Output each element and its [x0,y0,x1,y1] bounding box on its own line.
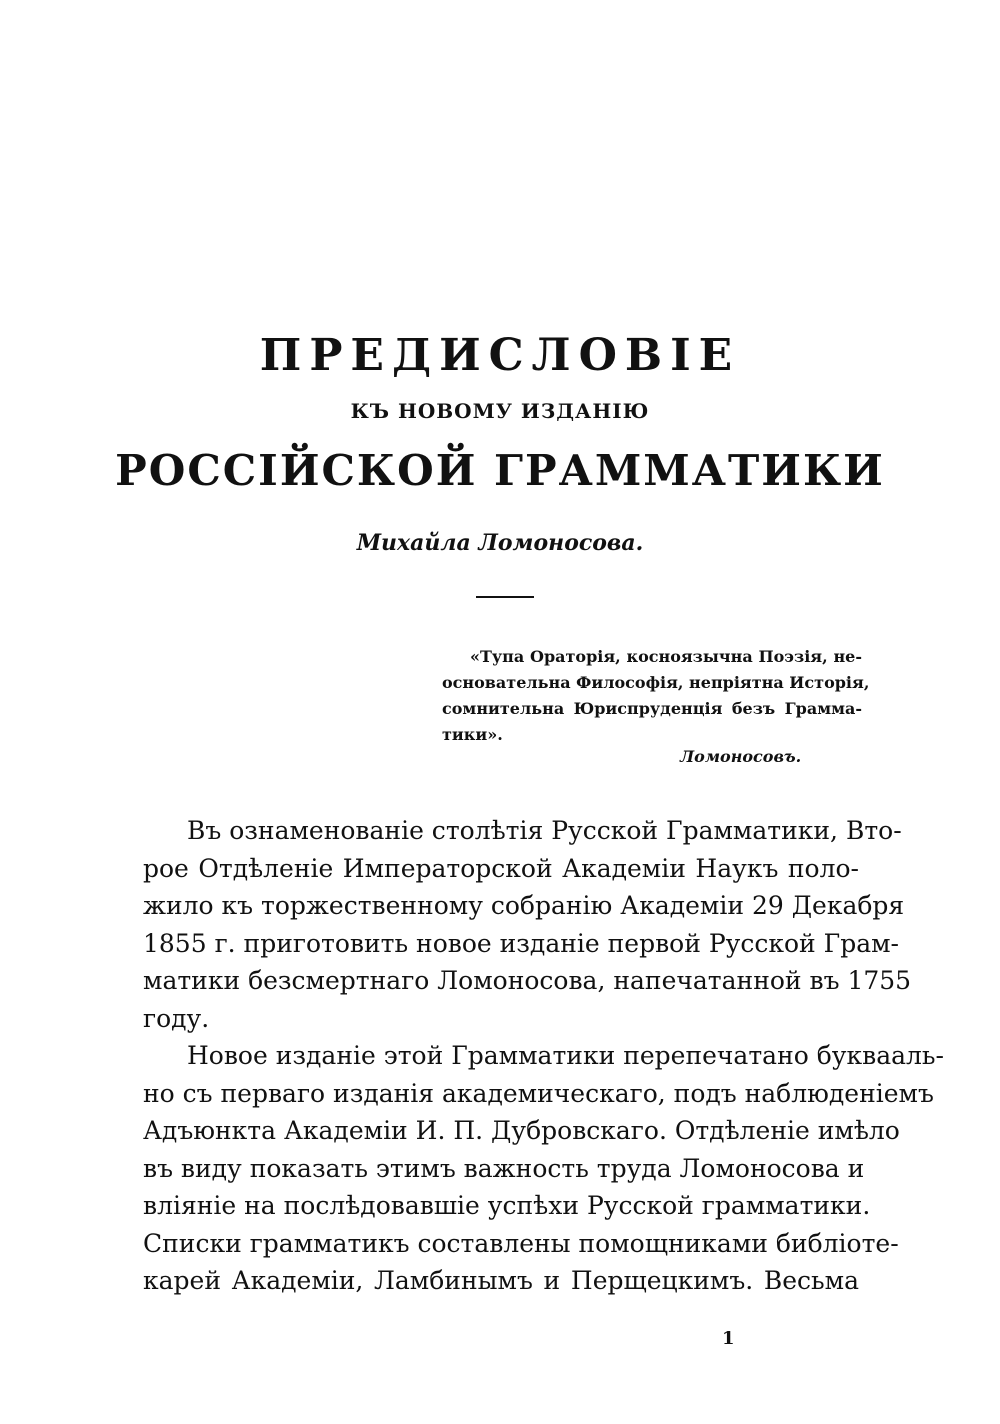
text-line: но съ перваго изданія академическаго, подъ наблюденіемъ [143,1078,934,1108]
text-line: 1855 г. приготовить новое изданіе первой Русской Грам- [143,928,899,958]
text-line: Новое изданіе этой Грамматики перепечатано буквааль- [187,1041,944,1070]
epigraph-line: тики». [442,725,503,744]
text-line: рое Отдѣленіе Императорской Академіи Наукъ поло- [143,853,859,883]
body-text [143,812,944,1300]
divider [476,596,534,598]
paragraph-2 [143,1037,944,1300]
paragraph-1 [143,812,912,1037]
epigraph-line: основательна Философія, непріятна Исторія, [442,673,870,692]
text-line: Списки грамматикъ составлены помощниками библіоте- [143,1228,899,1258]
subtitle: КЪ НОВОМУ ИЗДАНІЮ [350,399,650,423]
epigraph [442,644,870,748]
epigraph-line: «Тупа Ораторія, косноязычна Поэзія, не- [470,647,862,666]
page-title: ПРЕДИСЛОВІЕ [259,330,741,381]
text-line: карей Академіи, Ламбинымъ и Перщецкимъ. Весьма [143,1266,859,1295]
text-line: въ виду показать этимъ важность труда Ломоносова и [143,1153,865,1183]
text-line: матики безсмертнаго Ломоносова, напечатанной въ 1755 [143,966,912,995]
epigraph-attribution: Ломоносовъ. [680,747,802,766]
text-line: жило къ торжественному собранію Академіи 29 Декабря [143,891,905,920]
page-number: 1 [722,1328,735,1349]
author-name: Михайла Ломоносова. [356,530,644,556]
text-line: году. [143,1003,210,1033]
text-line: вліяніе на послѣдовавшіе успѣхи Русской грамматики. [143,1191,871,1220]
epigraph-line: сомнительна Юриспруденція безъ Грамма- [442,699,862,718]
text-line: Адъюнкта Академіи И. П. Дубровскаго. Отдѣленіе имѣло [143,1116,900,1145]
work-title: РОССІЙСКОЙ ГРАММАТИКИ [115,446,885,495]
text-line: Въ ознаменованіе столѣтія Русской Грамматики, Вто- [187,816,902,845]
